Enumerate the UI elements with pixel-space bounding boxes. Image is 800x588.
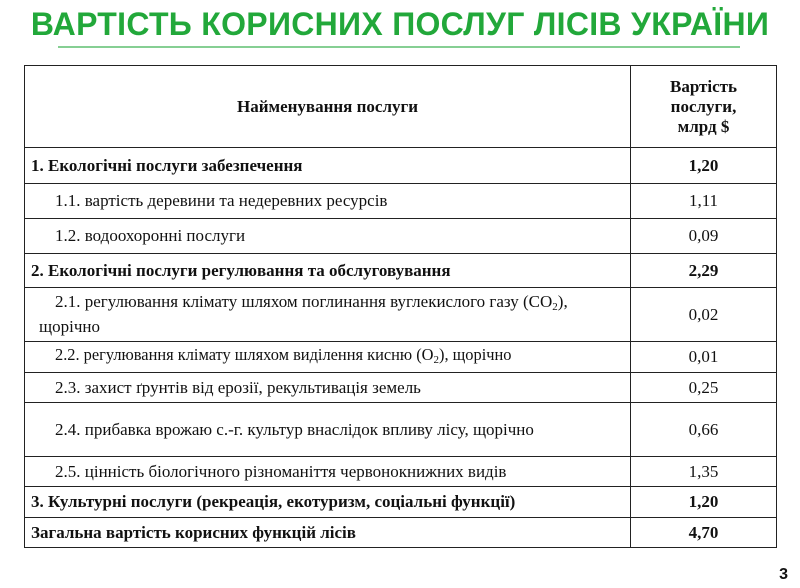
table-row: [25, 148, 777, 184]
table-row: [25, 342, 777, 373]
title-underline: [58, 46, 740, 48]
row-name: 2.5. цінність біологічного різноманіття червонокнижних видів: [25, 457, 631, 487]
header-service-value: [631, 66, 777, 148]
row-name: 1. Екологічні послуги забезпечення: [25, 148, 631, 184]
table-row: [25, 254, 777, 288]
row-value: 2,29: [631, 254, 777, 288]
row-name: Загальна вартість корисних функцій лісів: [25, 518, 631, 548]
table-row: [25, 403, 777, 457]
table-row: [25, 373, 777, 403]
page-number: 3: [779, 566, 788, 583]
row-value: 0,25: [631, 373, 777, 403]
row-name: 1.2. водоохоронні послуги: [25, 219, 631, 254]
row-name: 3. Культурні послуги (рекреація, екотуризм, соціальні функції): [25, 487, 631, 518]
row-name-part: 2.1. регулювання клімату шляхом поглинання вуглекислого газу: [55, 292, 519, 311]
row-value: 1,35: [631, 457, 777, 487]
row-value: 0,02: [631, 288, 777, 342]
row-name: [25, 342, 631, 373]
header-value-line3: млрд $: [677, 116, 730, 136]
row-value: 1,20: [631, 487, 777, 518]
row-name: 2. Екологічні послуги регулювання та обслуговування: [25, 254, 631, 288]
row-value: 4,70: [631, 518, 777, 548]
row-name-part: ), щорічно: [439, 344, 512, 364]
row-name: 2.4. прибавка врожаю с.-г. культур внаслідок впливу лісу, щорічно: [25, 403, 631, 457]
row-name: 1.1. вартість деревини та недеревних ресурсів: [25, 184, 631, 219]
table-row: [25, 219, 777, 254]
services-value-table: [24, 65, 777, 548]
row-value: 1,11: [631, 184, 777, 219]
row-value: 0,66: [631, 403, 777, 457]
row-value: 0,01: [631, 342, 777, 373]
header-value-line2: послуги,: [670, 96, 737, 116]
table-row: [25, 457, 777, 487]
page-title: ВАРТІСТЬ КОРИСНИХ ПОСЛУГ ЛІСІВ УКРАЇНИ: [30, 6, 770, 42]
row-value: 0,09: [631, 219, 777, 254]
header-service-name: Найменування послуги: [25, 66, 631, 148]
table-header-row: [25, 66, 777, 148]
row-value: 1,20: [631, 148, 777, 184]
row-name: [25, 288, 631, 342]
table-row-total: [25, 518, 777, 548]
row-name-subscript: 2: [433, 353, 440, 366]
table-row: [25, 184, 777, 219]
row-name-part: 2.2. регулювання клімату шляхом виділення кисню (O: [55, 344, 434, 364]
table-row: [25, 487, 777, 518]
table-row: [25, 288, 777, 342]
row-name-part: ), щорічно: [39, 292, 568, 336]
row-name-subscript: 2: [552, 301, 558, 313]
row-name-part: (CO: [523, 292, 553, 311]
row-name: 2.3. захист ґрунтів від ерозії, рекультивація земель: [25, 373, 631, 403]
header-value-line1: Вартість: [669, 76, 738, 96]
